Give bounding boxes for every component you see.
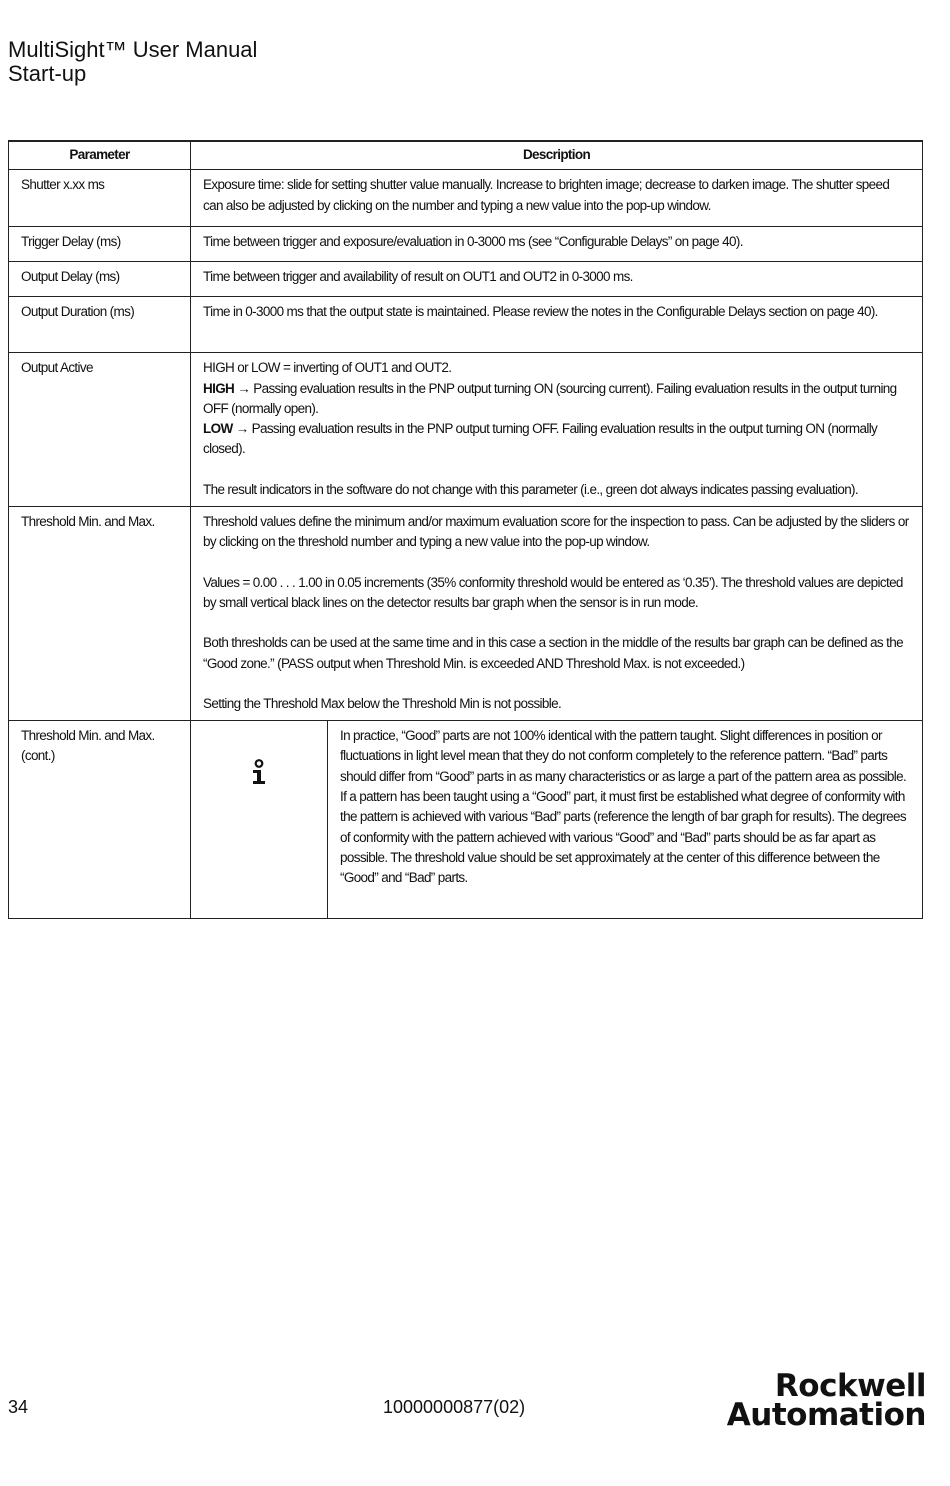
param-cell: Threshold Min. and Max. [9, 507, 191, 721]
table-row [9, 170, 923, 227]
param-cell: Threshold Min. and Max. (cont.) [9, 721, 191, 919]
table-row [9, 721, 923, 919]
desc-cell [191, 262, 923, 297]
desc-text: Time in 0-3000 ms that the output state is maintained. Please review the notes in the Configurable Delays section on page 40). [203, 304, 878, 320]
parameter-table [8, 140, 923, 919]
arrow-icon: → [235, 421, 249, 437]
desc-text: Passing evaluation results in the PNP output turning ON (sourcing current). Failing evaluation results in the output turning OFF (normally open). [203, 380, 897, 416]
desc-cell [191, 170, 923, 227]
desc-cell [191, 507, 923, 721]
logo-line1: Rockwell [774, 1368, 926, 1404]
table-row [9, 353, 923, 507]
low-desc [203, 419, 910, 460]
desc-text: Values = 0.00 . . . 1.00 in 0.05 increments (35% conformity threshold would be entered as ‘0.35’). The threshold values are depicted by small vertical black lines on the detector results bar graph when the sensor is in run mode. [203, 574, 903, 610]
desc-text: Both thresholds can be used at the same time and in this case a section in the middle of the results bar graph can be defined as the “Good zone.” (PASS output when Threshold Min. is exceeded AND Threshold Max. is not exceeded.) [203, 635, 903, 671]
section-title: Start-up [8, 61, 87, 86]
arrow-icon: → [237, 380, 251, 396]
desc-text: The result indicators in the software do not change with this parameter (i.e., green dot always indicates passing evaluation). [203, 481, 858, 497]
logo-line2: Automation [726, 1397, 926, 1433]
param-cell: Output Active [9, 353, 191, 507]
desc-text: In practice, “Good” parts are not 100% identical with the pattern taught. Slight differences in position or fluctuations in light level mean that they do not conform completely to the reference pattern. “Bad” parts should differ from “Good” parts in as many characteristics or as large a part of the pattern area as possible. If a pattern has been taught using a “Good” part, it must first be established what degree of conformity with the pattern is achieved with various “Bad” parts (reference the length of bar graph for results). The degrees of conformity with the pattern achieved with various “Good” and “Bad” parts should be as far apart as possible. The threshold value should be set approximately at the center of this difference between the “Good” and “Bad” parts. [340, 728, 907, 886]
rockwell-automation-logo [698, 1368, 926, 1433]
param-cell: Trigger Delay (ms) [9, 227, 191, 262]
high-label: HIGH [203, 380, 235, 396]
desc-text: Time between trigger and exposure/evaluation in 0-3000 ms (see “Configurable Delays” on page 40). [203, 234, 743, 250]
doc-number: 10000000877(02) [383, 1397, 526, 1417]
table-row [9, 297, 923, 353]
param-cell: Output Delay (ms) [9, 262, 191, 297]
high-desc [203, 379, 910, 420]
desc-cell [191, 227, 923, 262]
desc-text: Time between trigger and availability of result on OUT1 and OUT2 in 0-3000 ms. [203, 269, 633, 285]
desc-text: HIGH or LOW = inverting of OUT1 and OUT2. [203, 360, 452, 376]
page-header [8, 38, 257, 86]
desc-text: Exposure time: slide for setting shutter value manually. Increase to brighten image; decrease to darken image. The shutter speed can also be adjusted by clicking on the number and typing a new value into the pop-up window. [203, 177, 890, 213]
info-icon [250, 759, 268, 787]
icon-cell [191, 721, 328, 919]
param-cell: Output Duration (ms) [9, 297, 191, 353]
page-number: 34 [8, 1397, 29, 1417]
desc-text: Threshold values define the minimum and/or maximum evaluation score for the inspection to pass. Can be adjusted by the sliders or by clicking on the threshold number and typing a new value into the pop-up window. [203, 514, 909, 550]
desc-cell [191, 297, 923, 353]
desc-cell [191, 353, 923, 507]
desc-text: Passing evaluation results in the PNP output turning OFF. Failing evaluation results in the output turning ON (normally closed). [203, 421, 878, 457]
header-description: Description [191, 141, 923, 170]
header-parameter: Parameter [9, 141, 191, 170]
param-cell: Shutter x.xx ms [9, 170, 191, 227]
desc-cell [328, 721, 923, 919]
low-label: LOW [203, 421, 233, 437]
table-row [9, 507, 923, 721]
table-row [9, 262, 923, 297]
table-row [9, 227, 923, 262]
desc-text: Setting the Threshold Max below the Threshold Min is not possible. [203, 695, 562, 711]
manual-title: MultiSight™ User Manual [8, 37, 258, 62]
